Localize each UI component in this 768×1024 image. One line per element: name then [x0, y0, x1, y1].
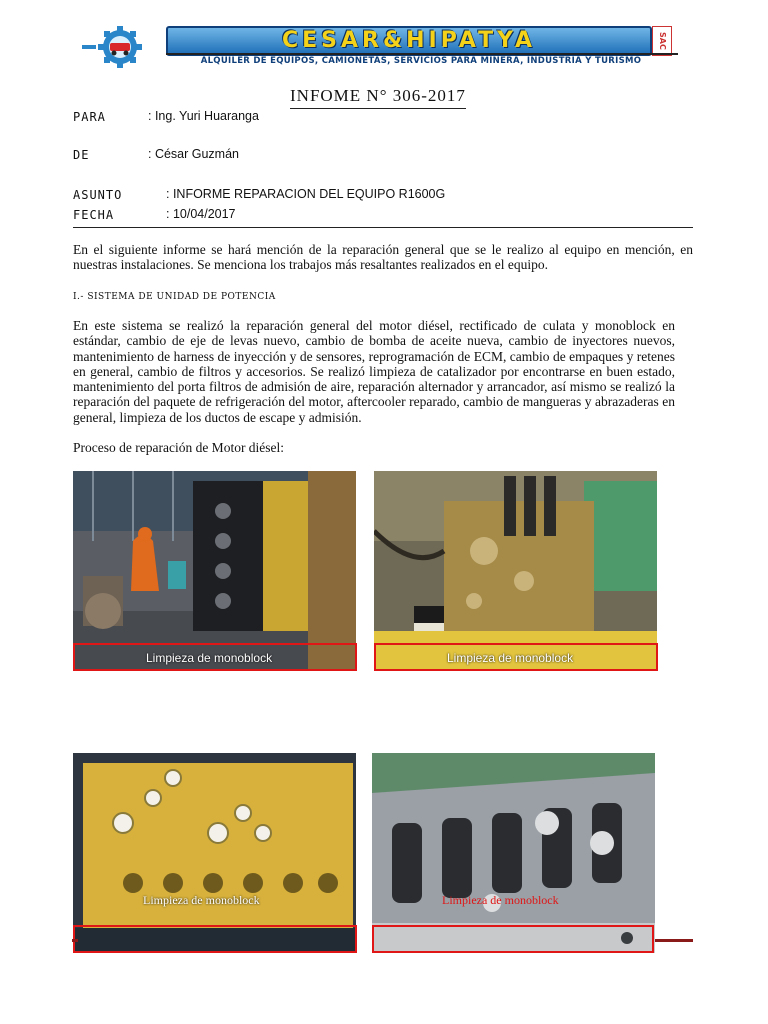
fecha-value: : 10/04/2017	[166, 207, 236, 221]
photo-caption: Limpieza de monoblock	[442, 893, 559, 907]
footer-rule	[72, 939, 78, 942]
company-logo-icon	[80, 26, 160, 68]
photo-caption: Limpieza de monoblock	[146, 651, 273, 665]
company-type-badge: SAC	[652, 26, 672, 56]
report-title: INFOME N° 306-2017	[290, 86, 466, 109]
photo-caption: Limpieza de monoblock	[447, 651, 574, 665]
footer-rule	[655, 939, 693, 942]
process-label: Proceso de reparación de Motor diésel:	[73, 440, 285, 455]
engine-photo-4	[372, 753, 655, 953]
para-label: PARA	[73, 110, 106, 124]
fecha-label: FECHA	[73, 208, 115, 222]
engine-photo-1	[73, 471, 356, 671]
de-label: DE	[73, 148, 90, 162]
section-body: En este sistema se realizó la reparación general del motor diésel, rectificado de culata y monoblock en estándar, cambio de eje de levas nuevo, cambio de bomba de aceite nueva, cambio de inyectores nuevos, mantenimiento de harness de inyección y de sensores, reprogramación de ECM, cambio de empaques y retenes en general, cambio de filtros y accesorios. Se realizó limpieza de catalizador por encontrarse en buen estado, mantenimiento del porta filtros de admisión de aire, reparación alternador y arrancador, así mismo se realizó la reparación del paquete de refrigeración del motor, aftercooler reparado, cambio de mangueras y abrazaderas en general, limpieza de los ductos de escape y admisión.	[73, 318, 675, 425]
caption-frame	[73, 925, 357, 953]
header-divider	[166, 53, 678, 55]
intro-paragraph: En el siguiente informe se hará mención de la reparación general que se le realizo al equipo en mención, en nuestras instalaciones. Se menciona los trabajos más resaltantes realizados en el equipo.	[73, 242, 693, 273]
photo-caption: Limpieza de monoblock	[143, 893, 260, 907]
de-value: : César Guzmán	[148, 147, 240, 161]
section-heading: I.- SISTEMA DE UNIDAD DE POTENCIA	[73, 292, 276, 302]
para-value: : Ing. Yuri Huaranga	[148, 109, 259, 123]
header-separator	[73, 227, 693, 228]
brand-name: CESAR&HIPATYA	[166, 26, 652, 56]
engine-photo-3	[73, 753, 356, 953]
asunto-label: ASUNTO	[73, 188, 123, 202]
asunto-value: : INFORME REPARACION DEL EQUIPO R1600G	[166, 187, 446, 201]
company-tagline: ALQUILER DE EQUIPOS, CAMIONETAS, SERVICIOS PARA MINERA, INDUSTRIA Y TURISMO	[200, 56, 642, 66]
engine-photo-2	[374, 471, 657, 671]
caption-frame	[372, 925, 654, 953]
